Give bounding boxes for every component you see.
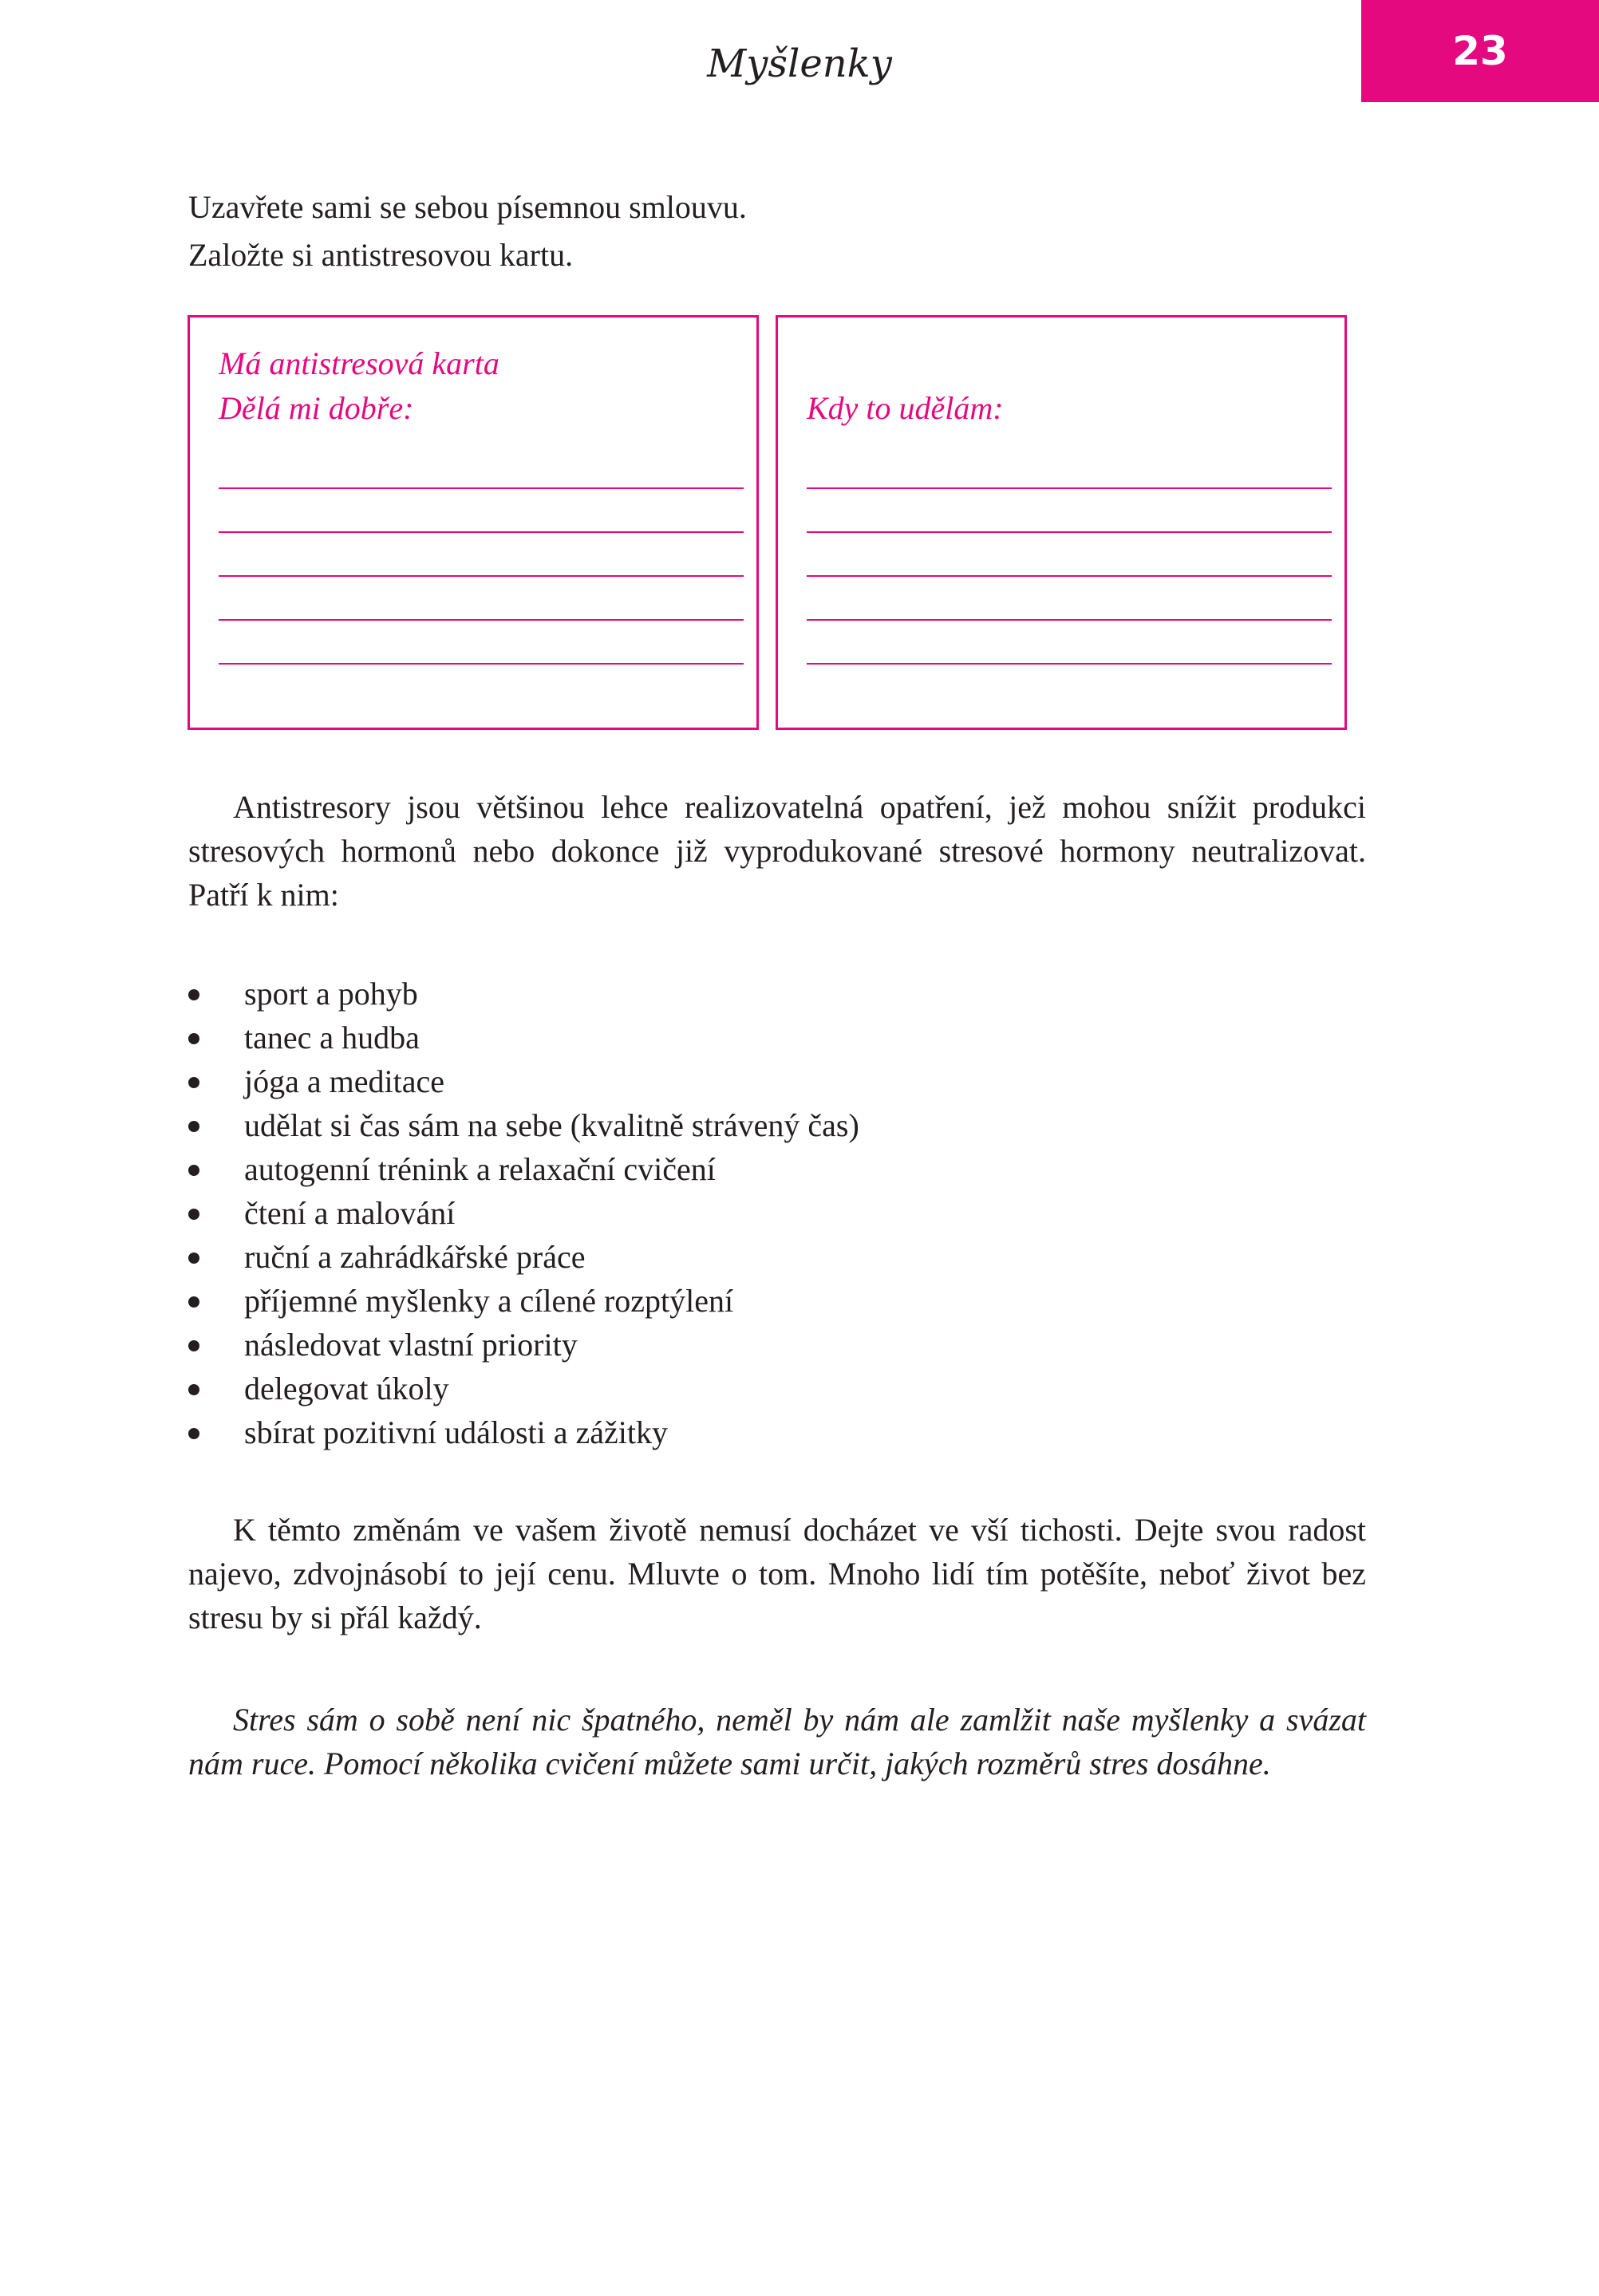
bullet-icon: [188, 1077, 199, 1088]
paragraph-antistressors: Antistresory jsou většinou lehce realizovatelná opatření, jež mohou snížit produkci stresových hormonů nebo dokonce již vyprodukované stresové hormony neutralizovat. Patří k nim:: [188, 789, 1366, 913]
list-item: [188, 1191, 859, 1235]
intro-text: [188, 183, 747, 279]
bullet-icon: [188, 989, 199, 1000]
paragraph-changes: K těmto změnám ve vašem životě nemusí docházet ve vší tichosti. Dejte svou radost najevo, zdvojnásobí to její cenu. Mluvte o tom. Mnoho lidí tím potěšíte, neboť život bez stresu by si přál každý.: [188, 1512, 1366, 1635]
list-item: [188, 1147, 859, 1191]
card-subtitle: Dělá mi dobře:: [219, 390, 414, 426]
write-line[interactable]: [807, 663, 1332, 665]
list-item-text: příjemné myšlenky a cílené rozptýlení: [244, 1283, 734, 1319]
bullet-icon: [188, 1033, 199, 1044]
write-line[interactable]: [219, 619, 744, 621]
write-line[interactable]: [807, 487, 1332, 489]
write-line[interactable]: [219, 531, 744, 533]
antistress-card-right: [776, 315, 1347, 730]
write-line[interactable]: [219, 663, 744, 665]
page-number: 23: [1452, 28, 1508, 74]
list-item: [188, 1279, 859, 1323]
card-subtitle: Kdy to udělám:: [807, 390, 1004, 426]
list-item-text: sbírat pozitivní události a zážitky: [244, 1414, 668, 1450]
list-item-text: čtení a malování: [244, 1195, 456, 1231]
write-line[interactable]: [219, 487, 744, 489]
bullet-icon: [188, 1428, 199, 1439]
list-item-text: autogenní trénink a relaxační cvičení: [244, 1151, 716, 1187]
list-item: [188, 1235, 859, 1279]
list-item-text: udělat si čas sám na sebe (kvalitně strávený čas): [244, 1107, 859, 1143]
bullet-icon: [188, 1253, 199, 1264]
bullet-icon: [188, 1384, 199, 1395]
paragraph-stress-summary: Stres sám o sobě není nic špatného, neměl by nám ale zamlžit naše myšlenky a svázat nám ruce. Pomocí několika cvičení můžete sami určit, jakých rozměrů stres dosáhne.: [188, 1702, 1366, 1781]
list-item-text: sport a pohyb: [244, 976, 418, 1012]
list-item-text: jóga a meditace: [244, 1063, 444, 1099]
list-item-text: delegovat úkoly: [244, 1371, 449, 1406]
bullet-icon: [188, 1121, 199, 1132]
card-title: Má antistresová karta: [219, 345, 499, 381]
intro-line: Uzavřete sami se sebou písemnou smlouvu.: [188, 189, 747, 225]
card-heading: [807, 386, 1004, 431]
write-line[interactable]: [807, 531, 1332, 533]
bullet-icon: [188, 1165, 199, 1176]
list-item: [188, 1410, 859, 1454]
bullet-icon: [188, 1296, 199, 1308]
intro-line: Založte si antistresovou kartu.: [188, 237, 574, 273]
write-line[interactable]: [807, 575, 1332, 577]
list-item-text: tanec a hudba: [244, 1020, 420, 1055]
antistressor-list: [188, 972, 859, 1454]
antistress-card-left: [188, 315, 759, 730]
list-item-text: ruční a zahrádkářské práce: [244, 1239, 586, 1275]
list-item: [188, 1016, 859, 1059]
write-line[interactable]: [807, 619, 1332, 621]
list-item: [188, 1367, 859, 1410]
write-line[interactable]: [219, 575, 744, 577]
list-item: [188, 1103, 859, 1147]
bullet-icon: [188, 1209, 199, 1220]
bullet-icon: [188, 1340, 199, 1351]
list-item: [188, 1323, 859, 1367]
list-item: [188, 972, 859, 1016]
list-item-text: následovat vlastní priority: [244, 1327, 578, 1363]
card-heading: [219, 341, 499, 431]
running-head: Myšlenky: [707, 41, 892, 86]
list-item: [188, 1059, 859, 1103]
